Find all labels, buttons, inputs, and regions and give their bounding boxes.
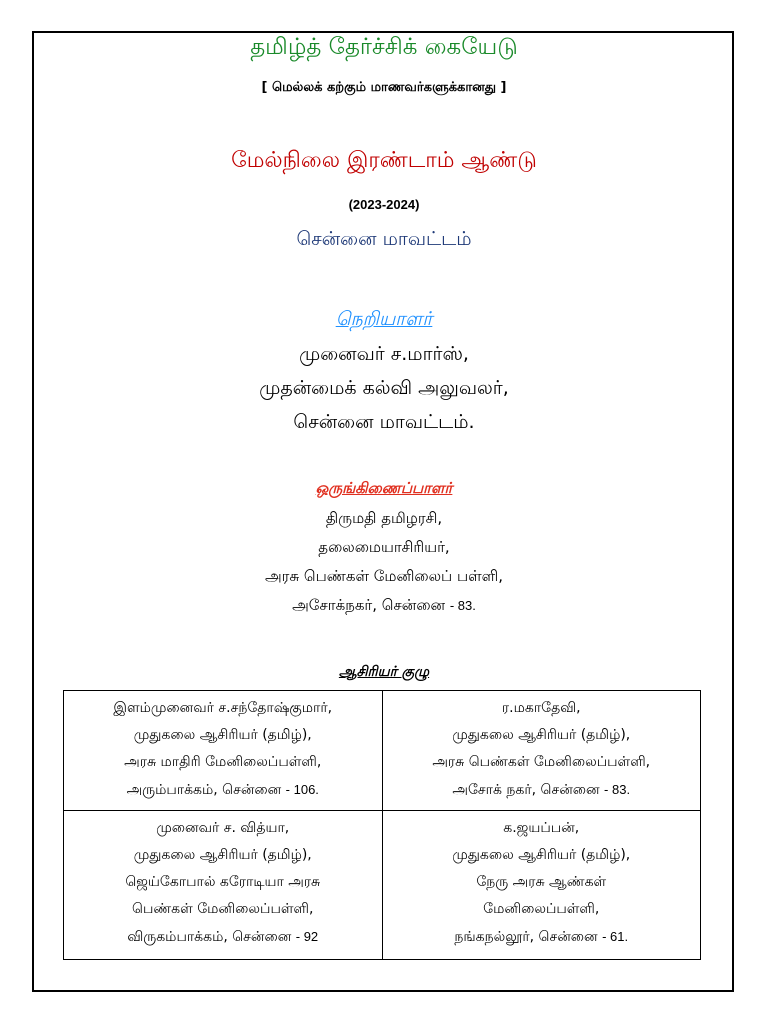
teacher-address-line bbox=[65, 776, 381, 804]
teacher-role: முதுகலை ஆசிரியர் (தமிழ்), bbox=[452, 847, 631, 864]
academic-year: (2023-2024) bbox=[348, 197, 420, 212]
teacher-name: முனைவர் ச. வித்யா, bbox=[156, 820, 290, 837]
teacher-pin: - 61. bbox=[602, 929, 629, 945]
teacher-school: நேரு அரசு ஆண்கள் bbox=[476, 874, 607, 891]
teacher-role: முதுகலை ஆசிரியர் (தமிழ்), bbox=[452, 727, 631, 743]
teacher-pin: - 83. bbox=[604, 782, 631, 797]
document-title: தமிழ்த் தேர்ச்சிக் கையேடு bbox=[250, 34, 518, 60]
coordinator-address-line bbox=[0, 596, 768, 616]
coordinator-pin: - 83. bbox=[449, 598, 476, 613]
teacher-role: முதுகலை ஆசிரியர் (தமிழ்), bbox=[133, 847, 312, 864]
guide-place: சென்னை மாவட்டம். bbox=[293, 411, 475, 433]
team-row bbox=[64, 811, 701, 960]
teacher-address-line bbox=[65, 923, 381, 951]
teacher-pin: - 92 bbox=[295, 929, 319, 945]
teacher-address: விருகம்பாக்கம், சென்னை bbox=[127, 929, 292, 946]
team-heading: ஆசிரியர் குழு bbox=[338, 664, 430, 680]
coordinator-role: தலைமையாசிரியர், bbox=[318, 538, 450, 556]
guide-role: முதன்மைக் கல்வி அலுவலர், bbox=[259, 377, 509, 399]
teacher-cell bbox=[382, 691, 701, 811]
teacher-pin: - 106. bbox=[285, 782, 319, 797]
coordinator-name: திருமதி தமிழரசி, bbox=[325, 509, 443, 527]
teacher-school: அரசு மாதிரி மேனிலைப்பள்ளி, bbox=[124, 754, 322, 770]
coordinator-address: அசோக்நகர், சென்னை bbox=[292, 596, 446, 614]
teacher-school: மேனிலைப்பள்ளி, bbox=[483, 901, 600, 918]
teacher-name: க.ஜயப்பன், bbox=[503, 820, 580, 837]
teacher-name: இளம்முனைவர் ச.சந்தோஷ்குமார், bbox=[113, 700, 333, 716]
coordinator-school: அரசு பெண்கள் மேனிலைப் பள்ளி, bbox=[264, 567, 504, 585]
guide-heading: நெறியாளர் bbox=[335, 308, 433, 330]
teacher-address: அரும்பாக்கம், சென்னை bbox=[126, 782, 282, 798]
teacher-name: ர.மகாதேவி, bbox=[501, 700, 581, 716]
team-row bbox=[64, 691, 701, 811]
teacher-address-line bbox=[384, 776, 700, 804]
teacher-role: முதுகலை ஆசிரியர் (தமிழ்), bbox=[133, 727, 312, 743]
teacher-address: நங்கநல்லூர், சென்னை bbox=[454, 929, 598, 946]
district-name: சென்னை மாவட்டம் bbox=[296, 228, 472, 250]
teacher-cell bbox=[64, 811, 383, 960]
coordinator-heading: ஒருங்கிணைப்பாளர் bbox=[315, 479, 453, 497]
teacher-school: அரசு பெண்கள் மேனிலைப்பள்ளி, bbox=[432, 754, 651, 770]
teacher-address-line bbox=[384, 923, 700, 951]
teacher-cell bbox=[64, 691, 383, 811]
guide-name: முனைவர் ச.மார்ஸ், bbox=[299, 343, 469, 365]
teacher-address: அசோக் நகர், சென்னை bbox=[452, 782, 600, 798]
class-title: மேல்நிலை இரண்டாம் ஆண்டு bbox=[231, 148, 537, 173]
document-subtitle: [ மெல்லக் கற்கும் மாணவர்களுக்கானது ] bbox=[261, 80, 507, 95]
teacher-cell bbox=[382, 811, 701, 960]
teacher-school: பெண்கள் மேனிலைப்பள்ளி, bbox=[132, 901, 314, 918]
teacher-team-table bbox=[63, 690, 701, 960]
teacher-school: ஜெய்கோபால் கரோடியா அரசு bbox=[125, 874, 321, 891]
